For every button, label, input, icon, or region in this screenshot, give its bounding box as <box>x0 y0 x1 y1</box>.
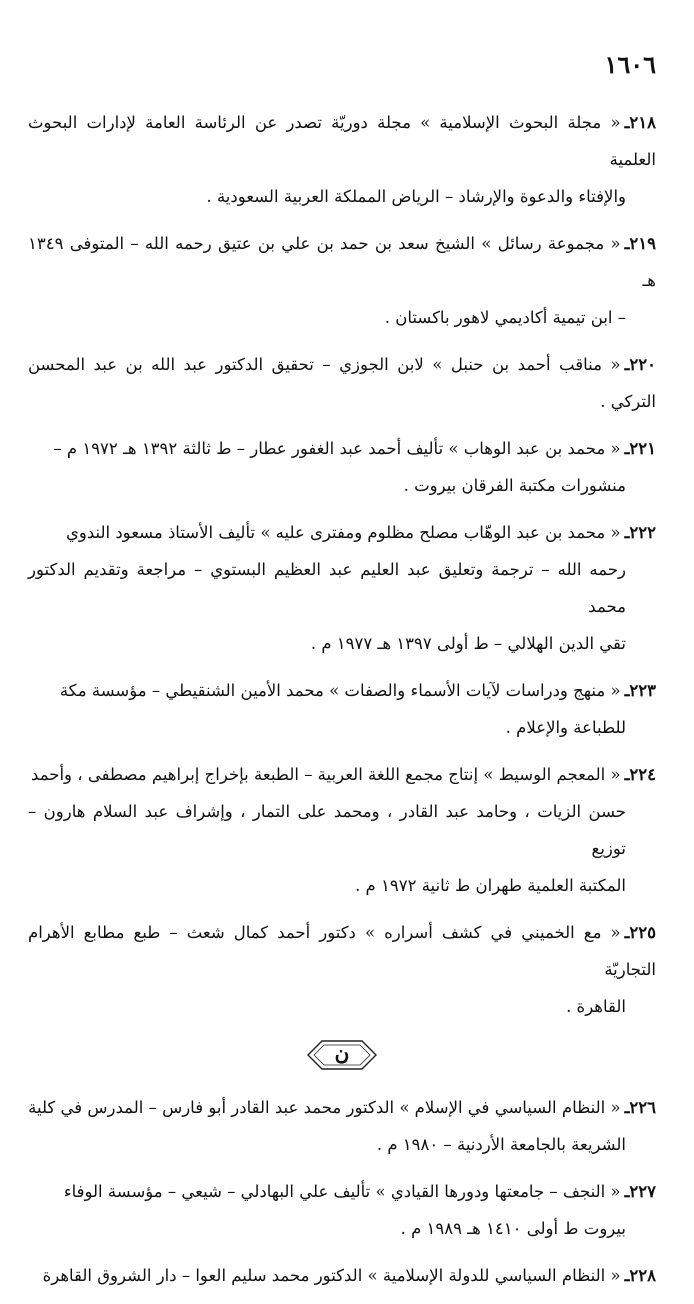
entry-first-line <box>28 104 656 178</box>
entry-text: منشورات مكتبة الفرقان بيروت . <box>403 476 626 495</box>
bibliography-entry <box>28 1257 656 1294</box>
bibliography-entry <box>28 104 656 215</box>
entry-text: المكتبة العلمية طهران ط ثانية ١٩٧٢ م . <box>355 876 626 895</box>
entry-first-line <box>28 756 656 793</box>
entry-text: « مجموعة رسائل » الشيخ سعد بن حمد بن علي بن عتيق رحمه الله – المتوفى ١٣٤٩ هـ <box>28 234 656 290</box>
entry-text: « النظام السياسي للدولة الإسلامية » الدكتور محمد سليم العوا – دار الشروق القاهرة <box>42 1266 621 1285</box>
entry-continuation-line <box>28 299 656 336</box>
entry-first-line <box>28 225 656 299</box>
bibliography-entry <box>28 914 656 1025</box>
entries-group-before <box>28 104 656 1025</box>
entry-text: « مع الخميني في كشف أسراره » دكتور أحمد كمال شعث – طبع مطابع الأهرام التجاريّة <box>28 923 656 979</box>
bibliography-entry <box>28 430 656 504</box>
entry-number: ٢٢٠ـ <box>624 355 656 374</box>
entry-continuation-line <box>28 867 656 904</box>
entry-continuation-line <box>28 988 656 1025</box>
entry-first-line <box>28 430 656 467</box>
entry-text: رحمه الله – ترجمة وتعليق عبد العليم عبد العظيم البستوي – مراجعة وتقديم الدكتور محمد <box>28 560 626 616</box>
entry-text: « النجف – جامعتها ودورها القيادي » تأليف علي البهادلي – شيعي – مؤسسة الوفاء <box>63 1182 621 1201</box>
bibliography-entry <box>28 346 656 420</box>
entries-group-after <box>28 1089 656 1294</box>
entry-text: والإفتاء والدعوة والإرشاد – الرياض المملكة العربية السعودية . <box>206 187 626 206</box>
entry-text: « مجلة البحوث الإسلامية » مجلة دوريّة تصدر عن الرئاسة العامة لإدارات البحوث العلمية <box>28 113 656 169</box>
entry-number: ٢١٨ـ <box>624 113 656 132</box>
section-letter: ن <box>334 1041 350 1065</box>
entry-text: « محمد بن عبد الوهّاب مصلح مظلوم ومفترى عليه » تأليف الأستاذ مسعود الندوي <box>65 523 621 542</box>
entry-first-line <box>28 346 656 420</box>
entry-number: ٢٢١ـ <box>624 439 656 458</box>
entry-number: ٢٢٨ـ <box>624 1266 656 1285</box>
section-divider <box>28 1035 656 1079</box>
page-number: ١٦٠٦ <box>604 50 656 79</box>
bibliography-list <box>28 104 656 1304</box>
entry-first-line <box>28 914 656 988</box>
entry-text: « منهج ودراسات لآيات الأسماء والصفات » محمد الأمين الشنقيطي – مؤسسة مكة <box>59 681 621 700</box>
entry-continuation-line <box>28 1210 656 1247</box>
entry-text: حسن الزيات ، وحامد عبد القادر ، ومحمد على التمار ، وإشراف عبد السلام هارون – توزيع <box>28 802 626 858</box>
entry-number: ٢٢٤ـ <box>624 765 656 784</box>
entry-continuation-line <box>28 625 656 662</box>
entry-first-line <box>28 672 656 709</box>
entry-text: « المعجم الوسيط » إنتاج مجمع اللغة العربية – الطبعة بإخراج إبراهيم مصطفى ، وأحمد <box>31 765 621 784</box>
entry-text: تقي الدين الهلالي – ط أولى ١٣٩٧ هـ ١٩٧٧ م . <box>310 634 626 653</box>
entry-number: ٢٢٧ـ <box>624 1182 656 1201</box>
entry-text: « مناقب أحمد بن حنبل » لابن الجوزي – تحقيق الدكتور عبد الله بن عبد المحسن التركي . <box>28 355 656 411</box>
entry-text: القاهرة . <box>566 997 626 1016</box>
entry-continuation-line <box>28 467 656 504</box>
entry-text: – ابن تيمية أكاديمي لاهور باكستان . <box>384 308 626 327</box>
entry-continuation-line <box>28 793 656 867</box>
bibliography-entry <box>28 514 656 662</box>
entry-first-line <box>28 1257 656 1294</box>
entry-text: « محمد بن عبد الوهاب » تأليف أحمد عبد الغفور عطار – ط ثالثة ١٣٩٢ هـ ١٩٧٢ م – <box>53 439 621 458</box>
entry-continuation-line <box>28 1126 656 1163</box>
entry-first-line <box>28 1173 656 1210</box>
bibliography-entry <box>28 756 656 904</box>
entry-number: ٢٢٦ـ <box>624 1098 656 1117</box>
entry-first-line <box>28 514 656 551</box>
entry-text: « النظام السياسي في الإسلام » الدكتور محمد عبد القادر أبو فارس – المدرس في كلية <box>28 1098 621 1117</box>
bibliography-entry <box>28 1089 656 1163</box>
entry-number: ٢٢٢ـ <box>624 523 656 542</box>
entry-number: ٢٢٣ـ <box>624 681 656 700</box>
entry-number: ٢١٩ـ <box>624 234 656 253</box>
entry-continuation-line <box>28 551 656 625</box>
bibliography-entry <box>28 672 656 746</box>
entry-continuation-line <box>28 178 656 215</box>
entry-text: الشريعة بالجامعة الأردنية – ١٩٨٠ م . <box>376 1135 626 1154</box>
bibliography-entry <box>28 225 656 336</box>
entry-continuation-line <box>28 709 656 746</box>
entry-number: ٢٢٥ـ <box>624 923 656 942</box>
bibliography-entry <box>28 1173 656 1247</box>
entry-text: للطباعة والإعلام . <box>505 718 626 737</box>
entry-text: بيروت ط أولى ١٤١٠ هـ ١٩٨٩ م . <box>400 1219 626 1238</box>
entry-first-line <box>28 1089 656 1126</box>
document-page <box>28 0 656 1285</box>
